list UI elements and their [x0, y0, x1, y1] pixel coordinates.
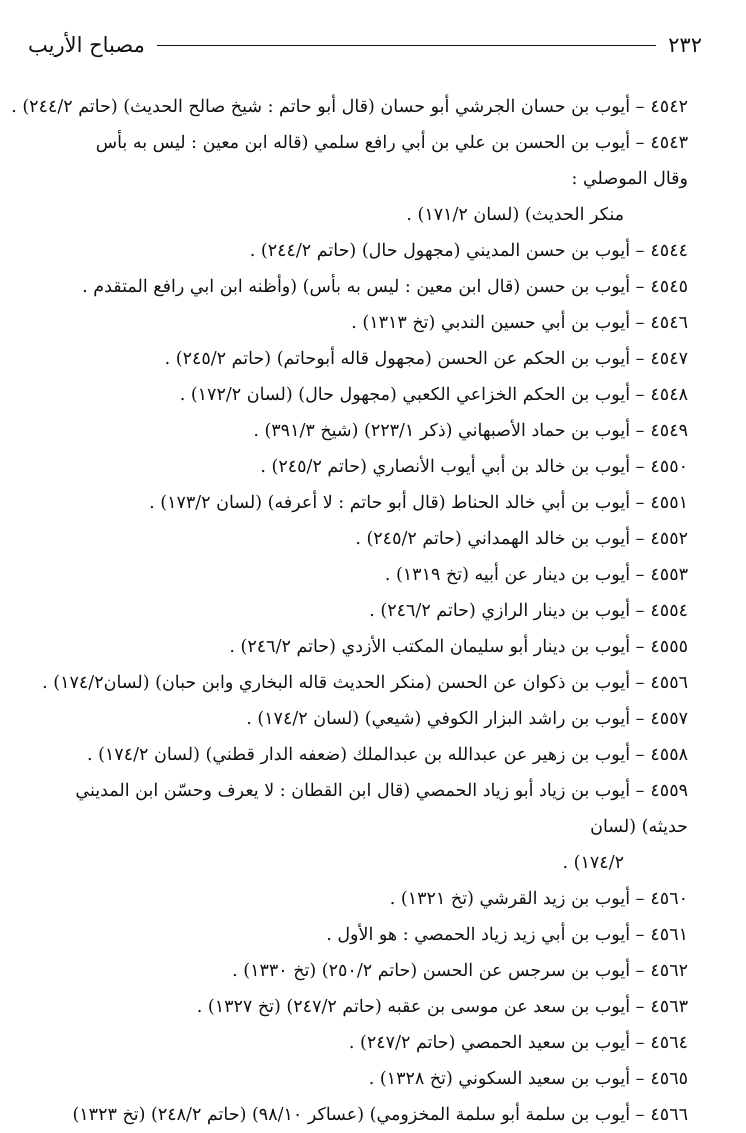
entry [58, 629, 688, 665]
entry-text: – أيوب بن الحسن بن علي بن أبي رافع سلمي (قاله ابن معين : ليس به بأس وقال الموصلي : [95, 133, 688, 189]
entry-text: – أيوب بن سرجس عن الحسن (حاتم ٢٥٠/٢) (تخ ١٣٣٠) . [232, 961, 645, 981]
entry-text: – أيوب بن حسن (قال ابن معين : ليس به بأس) (وأظنه ابن ابي رافع المتقدم . [82, 277, 645, 297]
entry [58, 125, 688, 233]
entry [58, 485, 688, 521]
entry-text: – أيوب بن حسن المديني (مجهول حال) (حاتم ٢٤٤/٢) . [249, 241, 645, 261]
entry-text: – أيوب بن حماد الأصبهاني (ذكر ٢٢٣/١) (شيخ ٣٩١/٣) . [253, 421, 645, 441]
entry [58, 233, 688, 269]
entry-continuation: منكر الحديث) (لسان ١٧١/٢) . [406, 205, 624, 225]
entry-text: – أيوب بن دينار عن أبيه (تخ ١٣١٩) . [384, 565, 645, 585]
entry-text: – أيوب بن سعد عن موسى بن عقبه (حاتم ٢٤٧/٢) (تخ ١٣٢٧) . [196, 997, 645, 1017]
entry-text: – أيوب بن خالد بن أبي أيوب الأنصاري (حاتم ٢٤٥/٢) . [260, 457, 645, 477]
entry-text: – أيوب بن سعيد السكوني (تخ ١٣٢٨) . [368, 1069, 645, 1089]
entry [58, 269, 688, 305]
entry-number: ٤٥٤٨ [650, 385, 688, 405]
entry [58, 449, 688, 485]
entry-text: – أيوب بن أبي حسين الندبي (تخ ١٣١٣) . [351, 313, 645, 333]
entry-text: – أيوب بن سعيد الحمصي (حاتم ٢٤٧/٢) . [348, 1033, 645, 1053]
entry [58, 701, 688, 737]
entry-text: – أيوب بن سلمة أبو سلمة المخزومي) (عساكر ٩٨/١٠) (حاتم ٢٤٨/٢) (تخ ١٣٢٣) [72, 1105, 645, 1125]
entry-number: ٤٥٤٩ [650, 421, 688, 441]
entry-text: – أيوب بن أبي خالد الحناط (قال أبو حاتم : لا أعرفه) (لسان ١٧٣/٢) . [149, 493, 645, 513]
entry-number: ٤٥٤٢ [650, 97, 688, 117]
entry-number: ٤٥٥٠ [650, 457, 688, 477]
header-rule [157, 45, 656, 46]
entry-text: – أيوب بن دينار أبو سليمان المكتب الأزدي (حاتم ٢٤٦/٢) . [229, 637, 645, 657]
entry-number: ٤٥٦٣ [650, 997, 688, 1017]
entry [58, 737, 688, 773]
entry-text: – أيوب بن الحكم الخزاعي الكعبي (مجهول حال) (لسان ١٧٢/٢) . [179, 385, 645, 405]
entry-text: – أيوب بن راشد البزار الكوفي (شيعي) (لسان ١٧٤/٢) . [246, 709, 645, 729]
entry [58, 1025, 688, 1061]
page-header [28, 24, 702, 66]
entry-number: ٤٥٤٧ [650, 349, 688, 369]
entry-continuation: ١٧٤/٢) . [562, 853, 624, 873]
entry-number: ٤٥٥٩ [650, 781, 688, 801]
entry [11, 89, 688, 125]
entry-number: ٤٥٥١ [650, 493, 688, 513]
entry [58, 341, 688, 377]
entry [58, 1097, 688, 1133]
entry [58, 593, 688, 629]
entry [58, 377, 688, 413]
entry-text: – أيوب بن زهير عن عبدالله بن عبدالملك (ضعفه الدار قطني) (لسان ١٧٤/٢) . [86, 745, 645, 765]
entry [42, 665, 688, 701]
entry-number: ٤٥٥٦ [650, 673, 688, 693]
entry-text: – أيوب بن ذكوان عن الحسن (منكر الحديث قاله البخاري وابن حبان) (لسان١٧٤/٢) . [42, 673, 645, 693]
entry-number: ٤٥٥٨ [650, 745, 688, 765]
entry-number: ٤٥٦٢ [650, 961, 688, 981]
entry-number: ٤٥٤٣ [650, 133, 688, 153]
entry-text: – أيوب بن حسان الجرشي أبو حسان (قال أبو حاتم : شيخ صالح الحديث) (حاتم ٢٤٤/٢) . [11, 97, 645, 117]
entry-list [11, 89, 688, 1133]
entry-number: ٤٥٦٤ [650, 1033, 688, 1053]
entry-text: – أيوب بن زياد أبو زياد الحمصي (قال ابن القطان : لا يعرف وحسّن ابن المديني حديثه) (لسان [75, 781, 688, 837]
entry-number: ٤٥٤٦ [650, 313, 688, 333]
entry-number: ٤٥٤٤ [650, 241, 688, 261]
entry-number: ٤٥٥٧ [650, 709, 688, 729]
entry-number: ٤٥٥٥ [650, 637, 688, 657]
entry-text: – أيوب بن خالد الهمداني (حاتم ٢٤٥/٢) . [355, 529, 645, 549]
entry [58, 1061, 688, 1097]
entry [58, 917, 688, 953]
entry [58, 557, 688, 593]
entry-number: ٤٥٥٢ [650, 529, 688, 549]
entry-number: ٤٥٦١ [650, 925, 688, 945]
entry-text: – أيوب بن دينار الرازي (حاتم ٢٤٦/٢) . [369, 601, 645, 621]
entry [58, 989, 688, 1025]
page-number: ٢٣٢ [668, 33, 702, 57]
entry-number: ٤٥٥٣ [650, 565, 688, 585]
entry-text: – أيوب بن زيد القرشي (تخ ١٣٢١) . [389, 889, 645, 909]
entry-text: – أيوب بن أبي زيد زياد الحمصي : هو الأول . [326, 925, 645, 945]
entry [58, 881, 688, 917]
entry [58, 521, 688, 557]
entry [58, 773, 688, 881]
entry [58, 305, 688, 341]
book-title: مصباح الأريب [28, 33, 145, 57]
entry-text: – أيوب بن الحكم عن الحسن (مجهول قاله أبوحاتم) (حاتم ٢٤٥/٢) . [164, 349, 645, 369]
entry-number: ٤٥٤٥ [650, 277, 688, 297]
entry-number: ٤٥٦٥ [650, 1069, 688, 1089]
entry [58, 413, 688, 449]
entry-number: ٤٥٥٤ [650, 601, 688, 621]
entry-number: ٤٥٦٠ [650, 889, 688, 909]
entry [58, 953, 688, 989]
entry-number: ٤٥٦٦ [650, 1105, 688, 1125]
